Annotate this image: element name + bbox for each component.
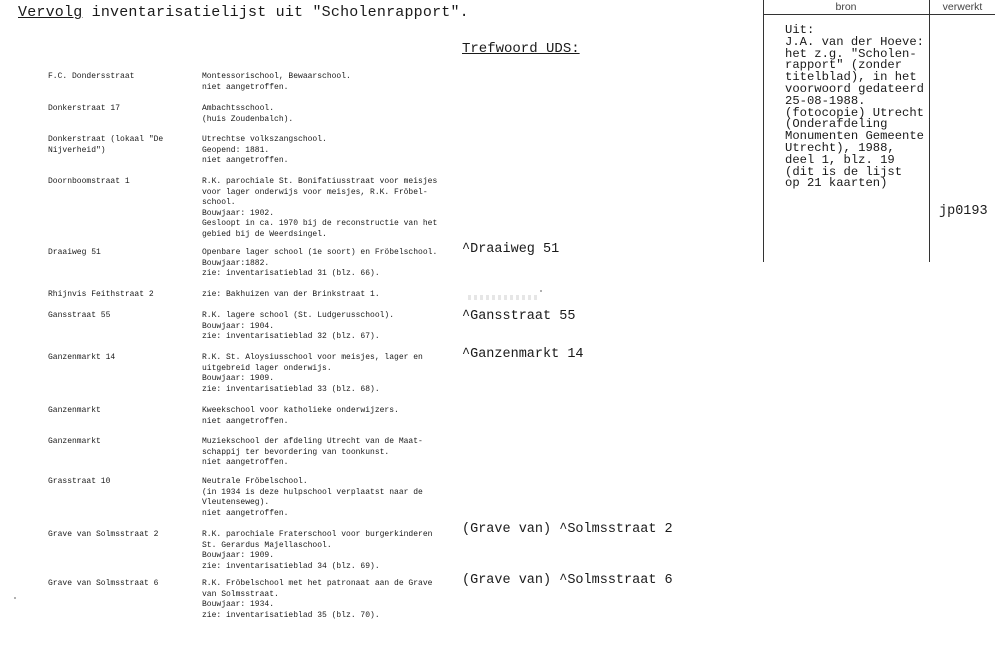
entry-description: Openbare lager school (1e soort) en Fröbelschool. Bouwjaar:1882. zie: inventarisatieblad 31 (blz. 66). xyxy=(202,248,438,278)
entry-address: Doornboomstraat 1 xyxy=(48,177,130,186)
entry-address: Draaiweg 51 xyxy=(48,248,101,257)
smudge-mark xyxy=(468,295,538,300)
entry-keyword: (Grave van) ^Solmsstraat 6 xyxy=(462,573,673,588)
keyword-header: Trefwoord UDS: xyxy=(462,41,580,57)
entry-address: Donkerstraat (lokaal "De Nijverheid") xyxy=(48,135,164,155)
entry-description: R.K. St. Aloysiusschool voor meisjes, lager en uitgebreid lager onderwijs. Bouwjaar: 1909. zie: inventarisatieblad 33 (blz. 68). xyxy=(202,353,423,394)
entry-description: R.K. parochiale St. Bonifatiusstraat voor meisjes voor lager onderwijs voor meisjes, R.K. Fröbel- school. Bouwjaar: 1902. Gesloopt in ca. 1970 bij de reconstructie van het gebied bij de Weerdsingel. xyxy=(202,177,438,239)
entry-address: Ganzenmarkt 14 xyxy=(48,353,116,362)
panel-left-border xyxy=(763,0,764,262)
entry-description: Muziekschool der afdeling Utrecht van de Maat- schappij ter bevordering van toonkunst. niet aangetroffen. xyxy=(202,437,423,467)
entry-address: Gansstraat 55 xyxy=(48,311,111,320)
entry-address: Donkerstraat 17 xyxy=(48,104,121,113)
speck-mark xyxy=(540,290,542,292)
source-panel xyxy=(763,0,995,262)
entry-address: Grasstraat 10 xyxy=(48,477,111,486)
entry-address: Ganzenmarkt xyxy=(48,437,101,446)
entry-address: Rhijnvis Feithstraat 2 xyxy=(48,290,154,299)
processed-header: verwerkt xyxy=(942,1,983,13)
speck-mark xyxy=(14,597,16,599)
panel-header-divider xyxy=(763,14,995,15)
source-header: bron xyxy=(835,1,857,13)
title-underlined-word: Vervolg xyxy=(18,4,83,21)
entry-description: Utrechtse volkszangschool. Geopend: 1881. niet aangetroffen. xyxy=(202,135,327,165)
entry-keyword: (Grave van) ^Solmsstraat 2 xyxy=(462,522,673,537)
entry-description: R.K. parochiale Fraterschool voor burgerkinderen St. Gerardus Majellaschool. Bouwjaar: 1909. zie: inventarisatieblad 34 (blz. 69). xyxy=(202,530,433,571)
source-citation: Uit: J.A. van der Hoeve: het z.g. "Scholen- rapport" (zonder titelblad), in het voorwoord gedateerd 25-08-1988. (fotocopie) Utrecht (Onderafdeling Monumenten Gemeente Utrecht), 1988, deel 1, blz. 19 (dit is de lijst op 21 kaarten) xyxy=(785,23,924,191)
entry-keyword: ^Gansstraat 55 xyxy=(462,309,576,324)
page-title xyxy=(18,4,469,21)
entry-keyword: ^Ganzenmarkt 14 xyxy=(462,347,584,362)
entry-description: Neutrale Fröbelschool. (in 1934 is deze hulpschool verplaatst naar de Vleutenseweg). niet aangetroffen. xyxy=(202,477,423,518)
processed-code: jp0193 xyxy=(939,204,988,219)
entry-address: Grave van Solmsstraat 6 xyxy=(48,579,159,588)
entry-address: Grave van Solmsstraat 2 xyxy=(48,530,159,539)
entry-description: Kweekschool voor katholieke onderwijzers. niet aangetroffen. xyxy=(202,406,399,426)
entry-address: F.C. Dondersstraat xyxy=(48,72,135,81)
entry-description: zie: Bakhuizen van der Brinkstraat 1. xyxy=(202,290,380,299)
entry-keyword: ^Draaiweg 51 xyxy=(462,242,560,257)
entry-description: R.K. lagere school (St. Ludgerusschool). Bouwjaar: 1904. zie: inventarisatieblad 32 (blz. 67). xyxy=(202,311,395,341)
entry-address: Ganzenmarkt xyxy=(48,406,101,415)
entry-description: R.K. Fröbelschool met het patronaat aan de Grave van Solmsstraat. Bouwjaar: 1934. zie: inventarisatieblad 35 (blz. 70). xyxy=(202,579,433,620)
entry-description: Ambachtsschool. (huis Zoudenbalch). xyxy=(202,104,294,124)
entry-description: Montessorischool, Bewaarschool. niet aangetroffen. xyxy=(202,72,351,92)
title-rest: inventarisatielijst uit "Scholenrapport". xyxy=(82,4,469,21)
